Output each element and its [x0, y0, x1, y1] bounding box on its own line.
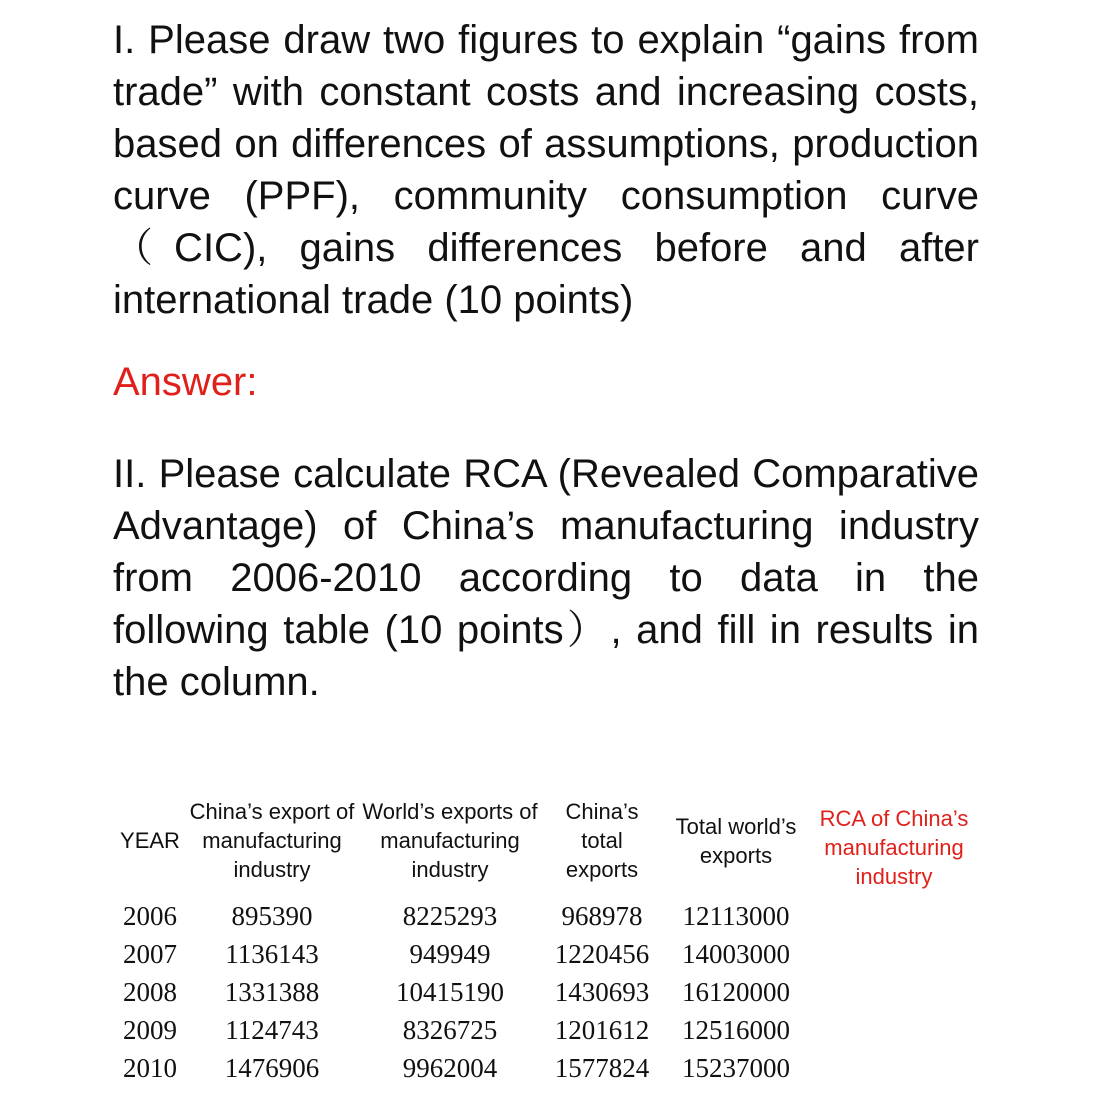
cell-china-mfg-export: 1331388 [224, 977, 320, 1007]
cell-rca-blank[interactable] [811, 897, 977, 935]
table-row [113, 935, 977, 973]
cell-world-total-exports: 12113000 [682, 901, 790, 931]
header-rca: RCA of China’s manufacturing industry [819, 806, 969, 889]
cell-year: 2010 [123, 1053, 177, 1083]
document-page [113, 14, 979, 708]
cell-year: 2006 [123, 901, 177, 931]
cell-world-total-exports: 15237000 [682, 1053, 790, 1083]
cell-world-mfg-export: 9962004 [402, 1053, 498, 1083]
cell-rca-blank[interactable] [811, 935, 977, 973]
table-row [113, 897, 977, 935]
cell-china-total-exports: 1430693 [554, 977, 650, 1007]
question-1-text: I. Please draw two figures to explain “gains from trade” with constant costs and increasing costs, based on differences of assumptions, production curve (PPF), community consumption curve（CIC), gains differences before and after international trade (10 points) [113, 18, 979, 322]
header-china-total-exports: China’s total exports [565, 799, 639, 882]
cell-rca-blank[interactable] [811, 1049, 977, 1087]
cell-world-total-exports: 16120000 [682, 977, 790, 1007]
cell-year: 2007 [123, 939, 177, 969]
cell-china-total-exports: 1201612 [554, 1015, 650, 1045]
cell-china-total-exports: 1577824 [554, 1053, 650, 1083]
cell-world-total-exports: 12516000 [682, 1015, 790, 1045]
cell-year: 2009 [123, 1015, 177, 1045]
cell-year: 2008 [123, 977, 177, 1007]
cell-china-mfg-export: 1124743 [225, 1015, 319, 1045]
cell-world-mfg-export: 949949 [409, 939, 491, 969]
cell-world-mfg-export: 10415190 [396, 977, 504, 1007]
table-header-row [113, 790, 977, 897]
header-china-mfg-export: China’s export of manufacturing industry [189, 799, 355, 882]
cell-china-mfg-export: 1136143 [225, 939, 319, 969]
header-world-total-exports: Total world’s exports [675, 813, 797, 868]
table-row [113, 1011, 977, 1049]
table-row [113, 973, 977, 1011]
cell-china-total-exports: 1220456 [554, 939, 650, 969]
table-row [113, 1049, 977, 1087]
header-world-mfg-export: World’s exports of manufacturing industry [362, 799, 538, 882]
cell-china-mfg-export: 1476906 [224, 1053, 320, 1083]
cell-world-mfg-export: 8326725 [402, 1015, 498, 1045]
cell-world-mfg-export: 8225293 [402, 901, 498, 931]
cell-rca-blank[interactable] [811, 973, 977, 1011]
cell-china-mfg-export: 895390 [231, 901, 313, 931]
cell-world-total-exports: 14003000 [682, 939, 790, 969]
trade-data-table [113, 790, 977, 1087]
cell-china-total-exports: 968978 [561, 901, 643, 931]
header-year: YEAR [120, 828, 180, 853]
answer-label: Answer: [113, 360, 258, 404]
cell-rca-blank[interactable] [811, 1011, 977, 1049]
question-2-text: II. Please calculate RCA (Revealed Comparative Advantage) of China’s manufacturing industry from 2006-2010 according to data in the following table (10 points）, and fill in results in the column. [113, 452, 979, 704]
